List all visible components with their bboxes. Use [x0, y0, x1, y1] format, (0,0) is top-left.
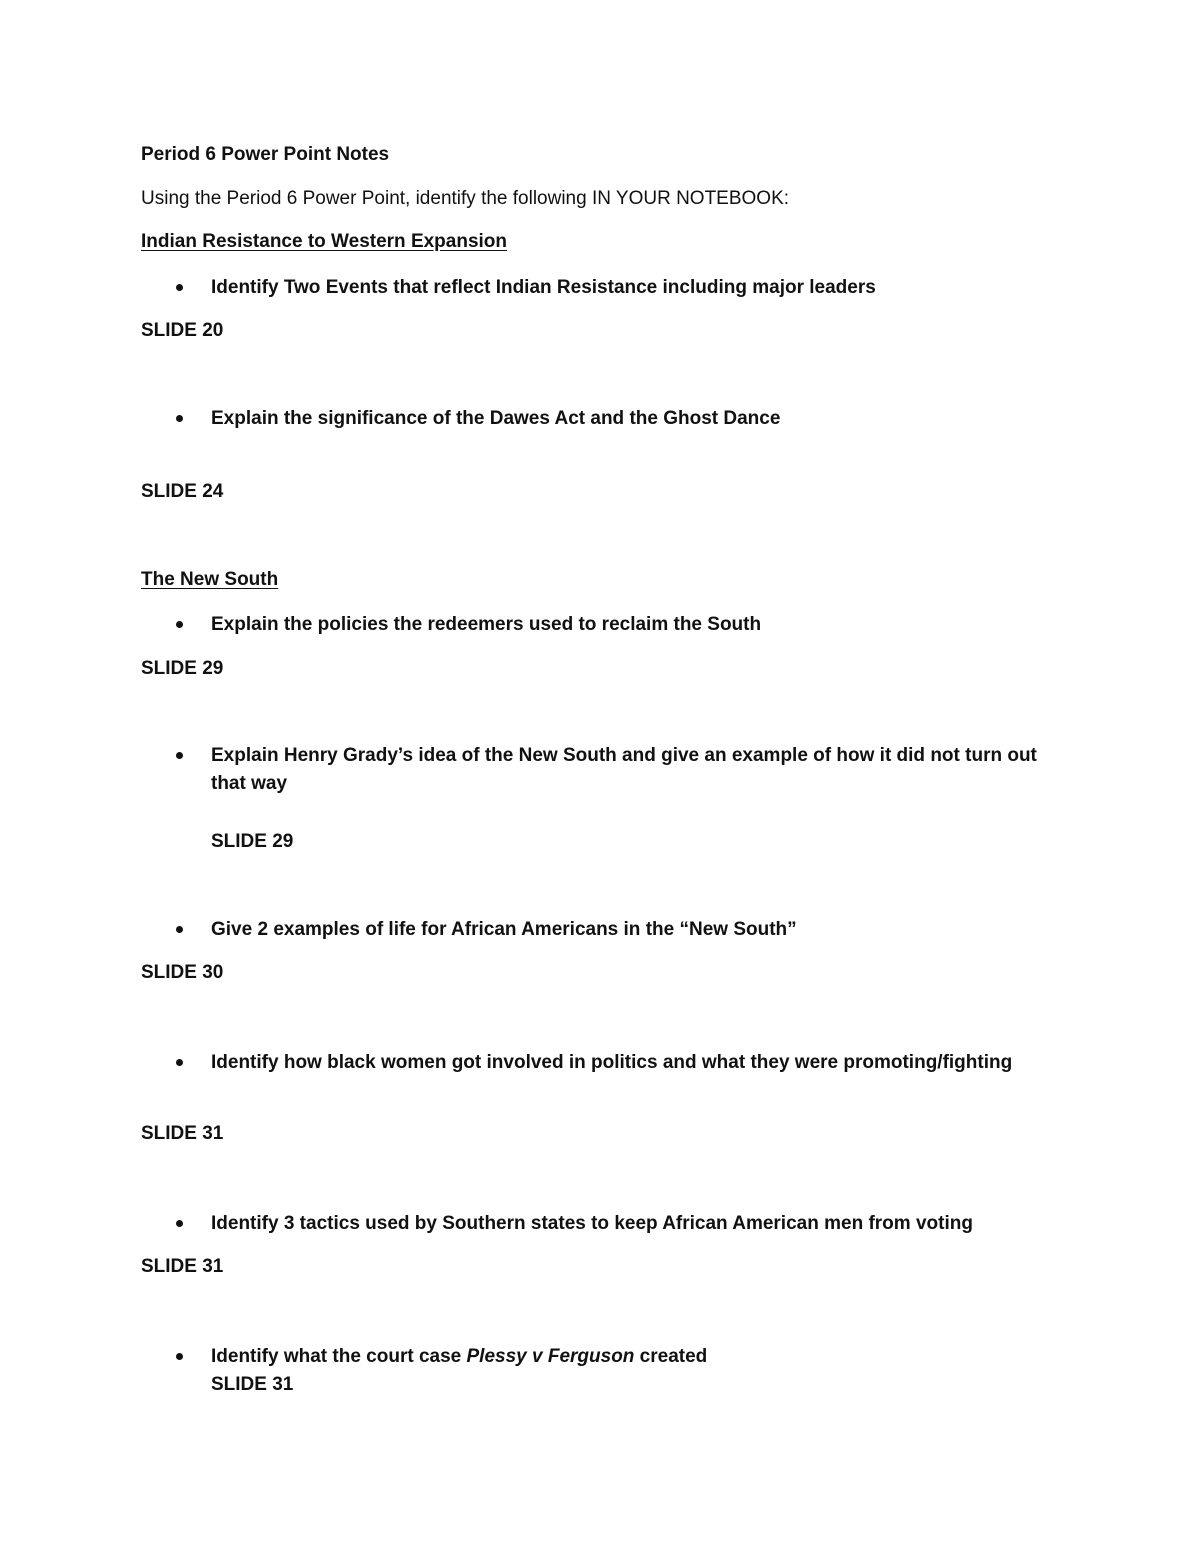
list-item-text-after: created: [634, 1346, 708, 1367]
list-item-line2: that way: [211, 773, 288, 794]
document-title: Period 6 Power Point Notes: [141, 144, 390, 165]
list-item-text-before: Identify what the court case: [211, 1346, 467, 1367]
list-item: Explain the significance of the Dawes Act and the Ghost Dance: [211, 408, 781, 429]
slide-reference: SLIDE 31: [141, 1123, 224, 1144]
list-item: Explain the policies the redeemers used to reclaim the South: [211, 614, 762, 635]
intro-text: Using the Period 6 Power Point, identify the following IN YOUR NOTEBOOK:: [141, 188, 790, 209]
bullet-icon: [176, 1059, 183, 1066]
slide-reference: SLIDE 20: [141, 320, 224, 341]
list-item: Identify how black women got involved in politics and what they were promoting/fighting: [211, 1052, 1013, 1073]
slide-reference: SLIDE 31: [211, 1374, 294, 1395]
section-heading-indian-resistance: Indian Resistance to Western Expansion: [141, 231, 508, 252]
bullet-icon: [176, 926, 183, 933]
bullet-icon: [176, 284, 183, 291]
list-item: Identify 3 tactics used by Southern states to keep African American men from voting: [211, 1213, 973, 1234]
section-heading-new-south: The New South: [141, 569, 279, 590]
bullet-icon: [176, 621, 183, 628]
slide-reference: SLIDE 30: [141, 962, 224, 983]
bullet-icon: [176, 752, 183, 759]
list-item: Identify Two Events that reflect Indian Resistance including major leaders: [211, 277, 876, 298]
slide-reference: SLIDE 29: [211, 831, 294, 852]
list-item-line1: Explain Henry Grady’s idea of the New South and give an example of how it did not turn out: [211, 745, 1037, 766]
bullet-icon: [176, 415, 183, 422]
list-item-plessy: [211, 1343, 707, 1371]
list-item: Give 2 examples of life for African Americans in the “New South”: [211, 919, 797, 940]
bullet-icon: [176, 1220, 183, 1227]
bullet-icon: [176, 1353, 183, 1360]
slide-reference: SLIDE 29: [141, 658, 224, 679]
court-case-name: Plessy v Ferguson: [466, 1346, 635, 1367]
slide-reference: SLIDE 24: [141, 481, 224, 502]
slide-reference: SLIDE 31: [141, 1256, 224, 1277]
